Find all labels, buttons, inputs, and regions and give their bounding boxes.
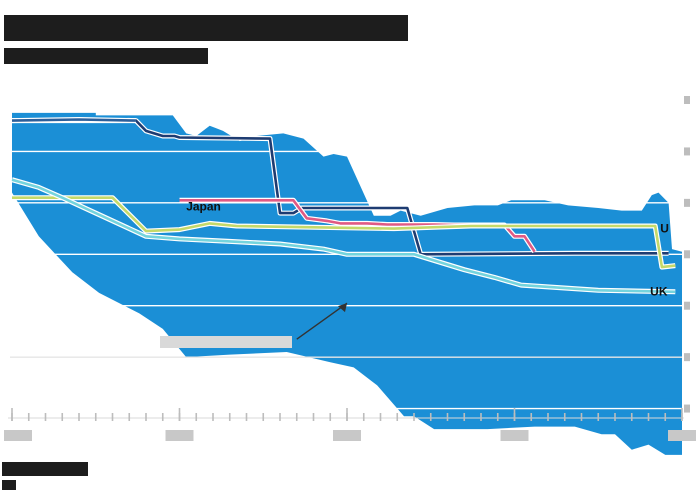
x-tick-label-2028 bbox=[668, 430, 696, 441]
y-tick-label-2 bbox=[684, 250, 690, 258]
y-tick-label-5 bbox=[684, 96, 690, 104]
series-label-u: U bbox=[660, 221, 669, 236]
x-tick-label-2023 bbox=[501, 430, 529, 441]
y-tick-label--1 bbox=[684, 405, 690, 413]
annotation-label bbox=[160, 336, 292, 348]
y-tick-label-3 bbox=[684, 199, 690, 207]
x-tick-label-2018 bbox=[333, 430, 361, 441]
x-tick-label-2013 bbox=[166, 430, 194, 441]
series-label-uk: UK bbox=[650, 284, 668, 299]
series-label-japan: Japan bbox=[186, 199, 221, 214]
range-band bbox=[12, 113, 682, 455]
x-tick-label-2008 bbox=[4, 430, 32, 441]
y-tick-label-0 bbox=[684, 353, 690, 361]
series-line-germany bbox=[12, 120, 136, 121]
y-tick-label-4 bbox=[684, 147, 690, 155]
y-tick-label-1 bbox=[684, 302, 690, 310]
